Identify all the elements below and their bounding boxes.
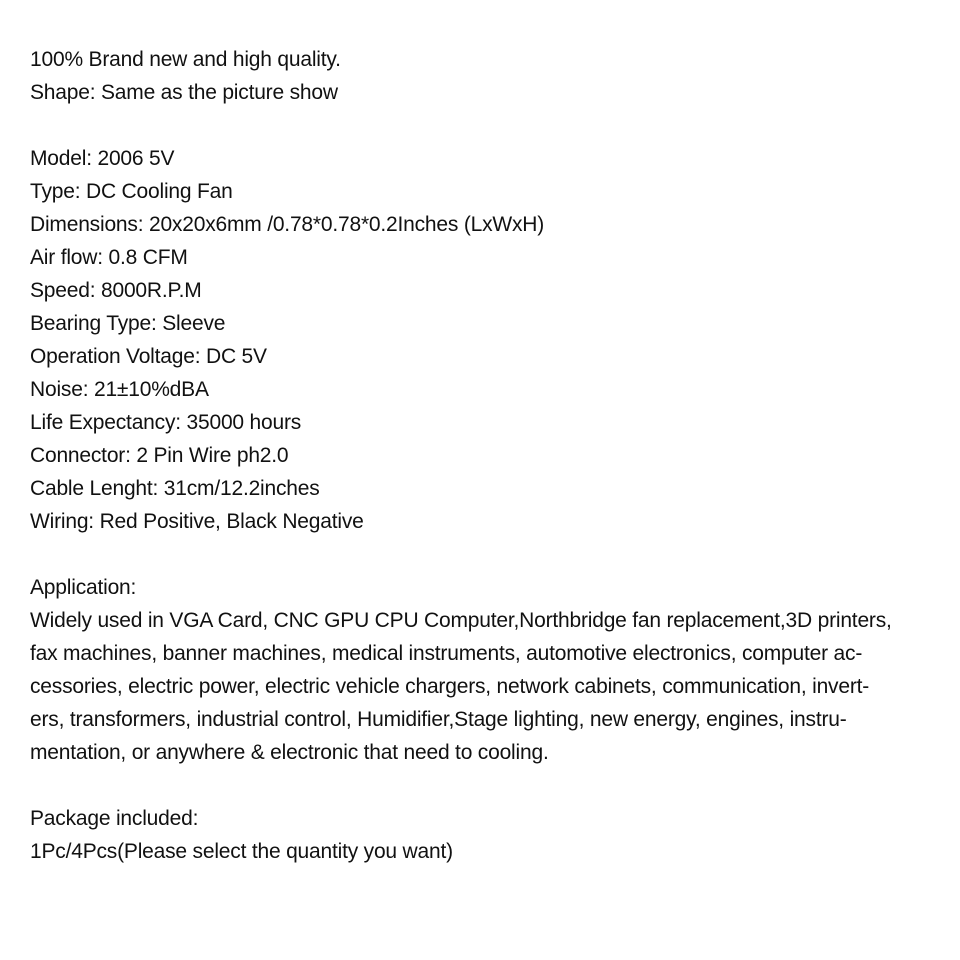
application-text-line: mentation, or anywhere & electronic that need to cooling. — [30, 741, 549, 764]
spec-connector: Connector: 2 Pin Wire ph2.0 — [30, 444, 289, 467]
application-text-line: Widely used in VGA Card, CNC GPU CPU Computer,Northbridge fan replacement,3D printers, — [30, 609, 892, 632]
package-content: 1Pc/4Pcs(Please select the quantity you want) — [30, 840, 453, 863]
spec-operation-voltage: Operation Voltage: DC 5V — [30, 345, 267, 368]
spacer — [30, 769, 945, 802]
product-description — [30, 43, 945, 868]
package-heading: Package included: — [30, 807, 199, 830]
application-text-line: cessories, electric power, electric vehicle chargers, network cabinets, communication, invert- — [30, 675, 870, 698]
spec-list — [30, 142, 945, 538]
package-section — [30, 802, 945, 868]
spec-wiring: Wiring: Red Positive, Black Negative — [30, 510, 364, 533]
spec-speed: Speed: 8000R.P.M — [30, 279, 202, 302]
application-text-line: ers, transformers, industrial control, Humidifier,Stage lighting, new energy, engines, instru- — [30, 708, 847, 731]
spec-dimensions: Dimensions: 20x20x6mm /0.78*0.78*0.2Inches (LxWxH) — [30, 213, 545, 236]
intro-line-quality: 100% Brand new and high quality. — [30, 48, 341, 71]
spec-bearing-type: Bearing Type: Sleeve — [30, 312, 226, 335]
application-text-line: fax machines, banner machines, medical instruments, automotive electronics, computer ac- — [30, 642, 863, 665]
spec-cable-length: Cable Lenght: 31cm/12.2inches — [30, 477, 320, 500]
spec-life-expectancy: Life Expectancy: 35000 hours — [30, 411, 302, 434]
spec-air-flow: Air flow: 0.8 CFM — [30, 246, 188, 269]
application-section — [30, 571, 945, 769]
spec-type: Type: DC Cooling Fan — [30, 180, 233, 203]
spec-model: Model: 2006 5V — [30, 147, 175, 170]
spacer — [30, 109, 945, 142]
intro-line-shape: Shape: Same as the picture show — [30, 81, 338, 104]
application-heading: Application: — [30, 576, 137, 599]
spacer — [30, 538, 945, 571]
spec-noise: Noise: 21±10%dBA — [30, 378, 209, 401]
